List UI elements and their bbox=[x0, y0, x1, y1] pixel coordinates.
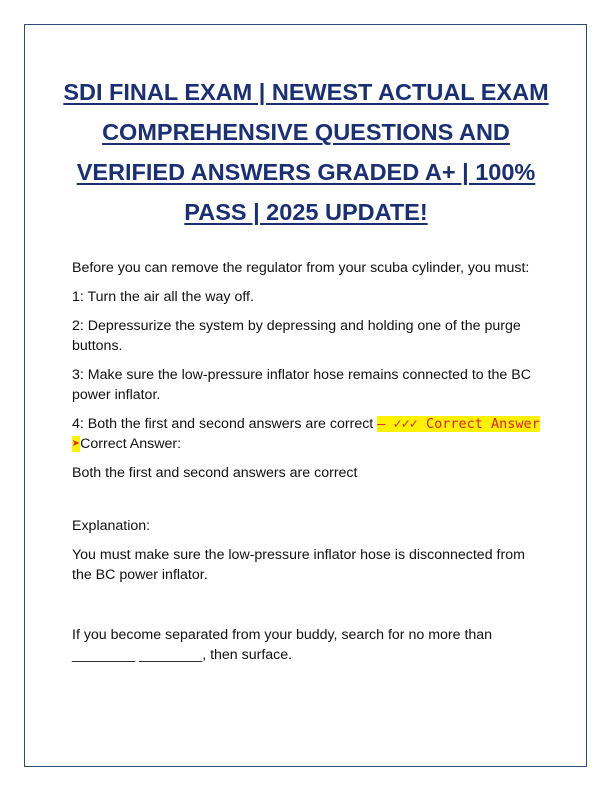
explanation-label: Explanation: bbox=[72, 518, 151, 534]
correct-answer-highlight: – ✓✓✓ Correct Answer ➤ bbox=[72, 416, 540, 452]
question-prompt: Before you can remove the regulator from your scuba cylinder, you must: bbox=[72, 260, 530, 276]
option-1: 1: Turn the air all the way off. bbox=[72, 289, 254, 305]
option-3: 3: Make sure the low-pressure inflator hose remains connected to the BC power inflator. bbox=[72, 367, 531, 403]
option-4-text: 4: Both the first and second answers are correct bbox=[72, 416, 374, 432]
question-2-prompt: If you become separated from your buddy, search for no more than ________ ________, then surface. bbox=[72, 627, 493, 663]
correct-answer-label: Correct Answer: bbox=[80, 436, 182, 452]
document-title: SDI FINAL EXAM | NEWEST ACTUAL EXAM COMPREHENSIVE QUESTIONS AND VERIFIED ANSWERS GRADED A+ | 100% PASS | 2025 UPDATE! bbox=[63, 79, 549, 225]
spacer bbox=[72, 492, 542, 516]
explanation-text: You must make sure the low-pressure inflator hose is disconnected from the BC power inflator. bbox=[72, 547, 525, 583]
spacer bbox=[72, 594, 542, 625]
option-2: 2: Depressurize the system by depressing and holding one of the purge buttons. bbox=[72, 318, 521, 354]
option-4 bbox=[72, 414, 542, 454]
document-body bbox=[72, 258, 542, 674]
answer-text: Both the first and second answers are correct bbox=[72, 465, 358, 481]
